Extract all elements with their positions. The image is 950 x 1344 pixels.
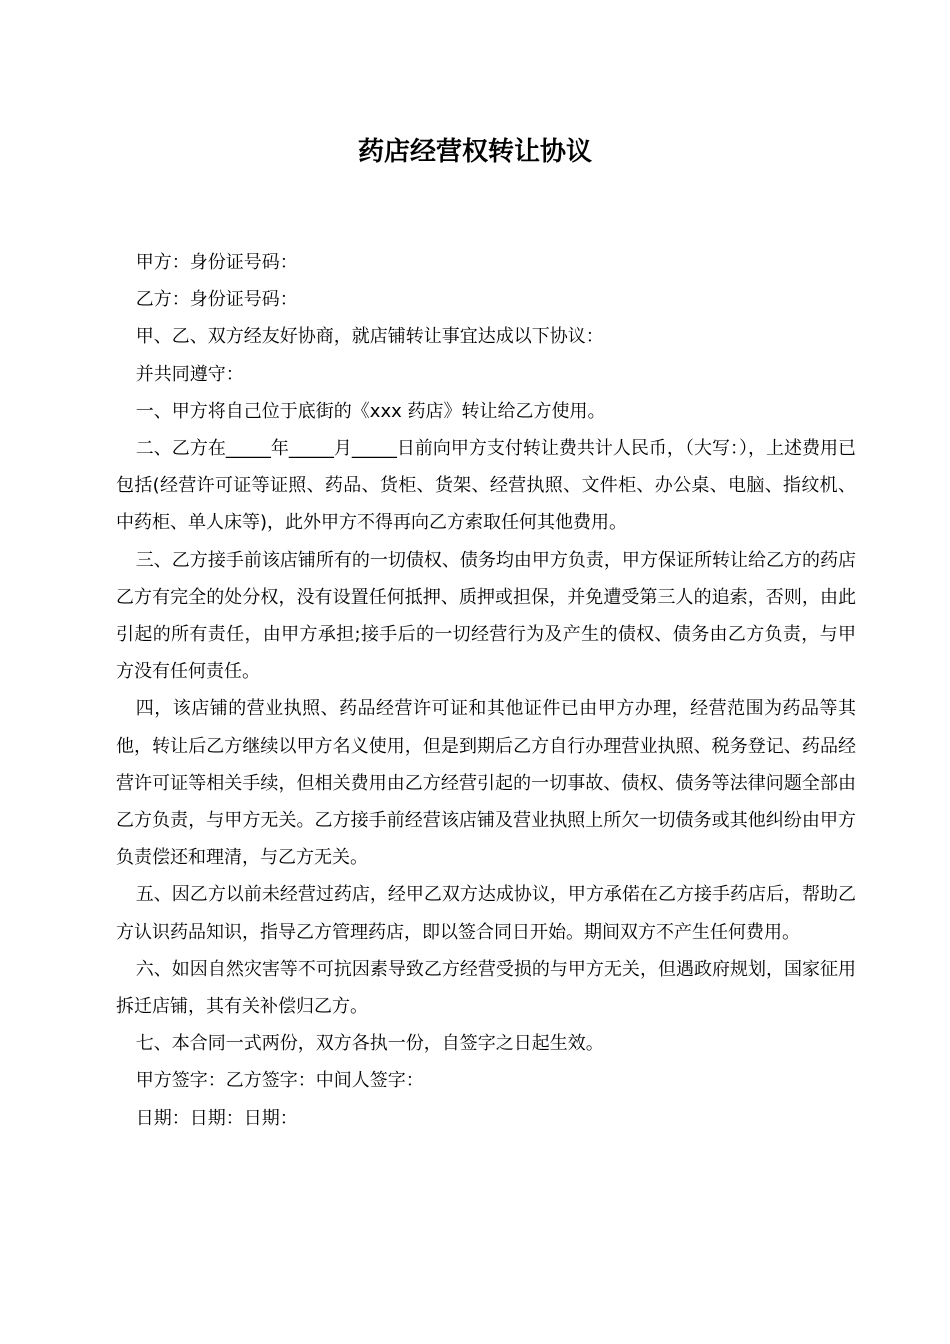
signature-line: 甲方签字：乙方签字：中间人签字：	[135, 1070, 424, 1092]
document-body	[116, 244, 856, 1137]
preamble-continuation: 并共同遵守：	[135, 363, 244, 385]
preamble-paragraph: 甲、乙、双方经友好协商，就店铺转让事宜达成以下协议：	[135, 326, 604, 348]
party-b-line: 乙方：身份证号码：	[135, 289, 298, 311]
clause-3: 三、乙方接手前该店铺所有的一切债权、债务均由甲方负责，甲方保证所转让给乙方的药店乙方有完全的处分权，没有设置任何抵押、质押或担保，并免遭受第三人的追索，否则，由此引起的所有责任，由甲方承担;接手后的一切经营行为及产生的债权、债务由乙方负责，与甲方没有任何责任。	[116, 549, 856, 683]
clause-5: 五、因乙方以前未经营过药店，经甲乙双方达成协议，甲方承偌在乙方接手药店后，帮助乙方认识药品知识，指导乙方管理药店，即以签合同日开始。期间双方不产生任何费用。	[116, 884, 856, 943]
clause-1: 一、甲方将自己位于底街的《xxx 药店》转让给乙方使用。	[135, 400, 606, 422]
document-title: 药店经营权转让协议	[357, 137, 592, 167]
clause-4: 四，该店铺的营业执照、药品经营许可证和其他证件已由甲方办理，经营范围为药品等其他，转让后乙方继续以甲方名义使用，但是到期后乙方自行办理营业执照、税务登记、药品经营许可证等相关手续，但相关费用由乙方经营引起的一切事故、债权、债务等法律问题全部由乙方负责，与甲方无关。乙方接手前经营该店铺及营业执照上所欠一切债务或其他纠纷由甲方负责偿还和理清，与乙方无关。	[116, 698, 856, 869]
clause-7: 七、本合同一式两份，双方各执一份，自签字之日起生效。	[135, 1033, 604, 1055]
clause-2: 二、乙方在_____年_____月_____日前向甲方支付转让费共计人民币，（大写：），上述费用已包括(经营许可证等证照、药品、货柜、货架、经营执照、文件柜、办公桌、电脑、指纹机、中药柜、单人床等)，此外甲方不得再向乙方索取任何其他费用。	[116, 438, 856, 534]
clause-6: 六、如因自然灾害等不可抗因素导致乙方经营受损的与甲方无关，但遇政府规划，国家征用拆迁店铺，其有关补偿归乙方。	[116, 958, 856, 1018]
party-a-line: 甲方：身份证号码：	[135, 252, 298, 273]
date-line: 日期：日期：日期：	[135, 1107, 298, 1129]
